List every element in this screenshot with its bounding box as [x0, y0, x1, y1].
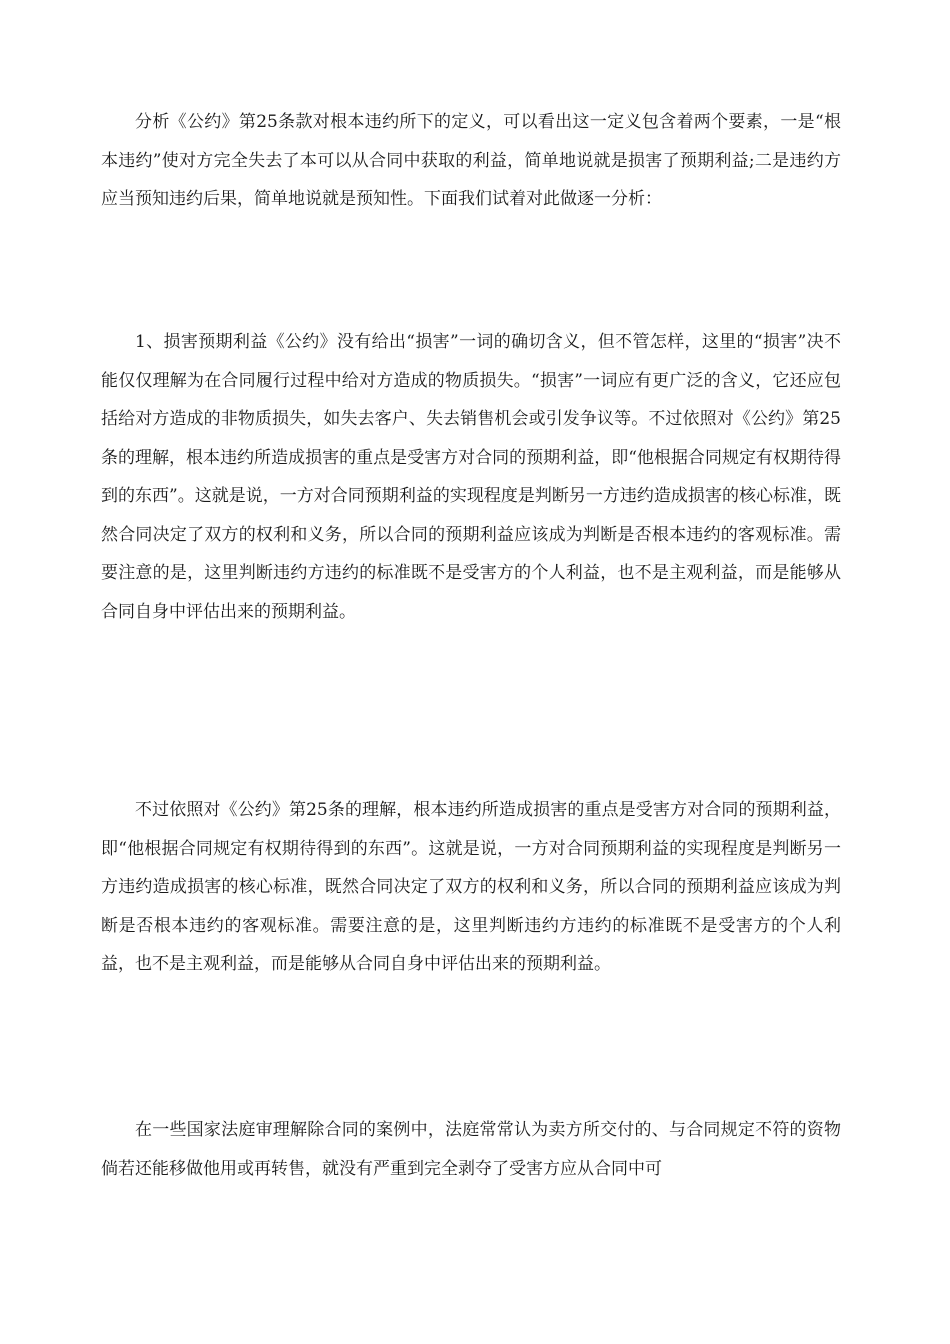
paragraph-expected-interest-standard: 不过依照对《公约》第25条的理解，根本违约所造成损害的重点是受害方对合同的预期利益，即“他根据合同规定有权期待得到的东西”。这就是说，一方对合同预期利益的实现程度是判断另一方违约造成损害的核心标准，既然合同决定了双方的权利和义务，所以合同的预期利益应该成为判断是否根本违约的客观标准。需要注意的是，这里判断违约方违约的标准既不是受害方的个人利益，也不是主观利益，而是能够从合同自身中评估出来的预期利益。 [101, 800, 841, 974]
paragraph-definition-analysis: 分析《公约》第25条款对根本违约所下的定义，可以看出这一定义包含着两个要素，一是“根本违约”使对方完全失去了本可以从合同中获取的利益，简单地说就是损害了预期利益;二是违约方应当预知违约后果，简单地说就是预知性。下面我们试着对此做逐一分析： [101, 112, 841, 209]
paragraph-damage-expected-interest: 1、损害预期利益《公约》没有给出“损害”一词的确切含义，但不管怎样，这里的“损害”决不能仅仅理解为在合同履行过程中给对方造成的物质损失。“损害”一词应有更广泛的含义，它还应包括给对方造成的非物质损失，如失去客户、失去销售机会或引发争议等。不过依照对《公约》第25条的理解，根本违约所造成损害的重点是受害方对合同的预期利益，即“他根据合同规定有权期待得到的东西”。这就是说，一方对合同预期利益的实现程度是判断另一方违约造成损害的核心标准，既然合同决定了双方的权利和义务，所以合同的预期利益应该成为判断是否根本违约的客观标准。需要注意的是，这里判断违约方违约的标准既不是受害方的个人利益，也不是主观利益，而是能够从合同自身中评估出来的预期利益。 [101, 332, 841, 622]
paragraph-court-cases: 在一些国家法庭审理解除合同的案例中，法庭常常认为卖方所交付的、与合同规定不符的资物倘若还能移做他用或再转售，就没有严重到完全剥夺了受害方应从合同中可 [101, 1120, 841, 1179]
